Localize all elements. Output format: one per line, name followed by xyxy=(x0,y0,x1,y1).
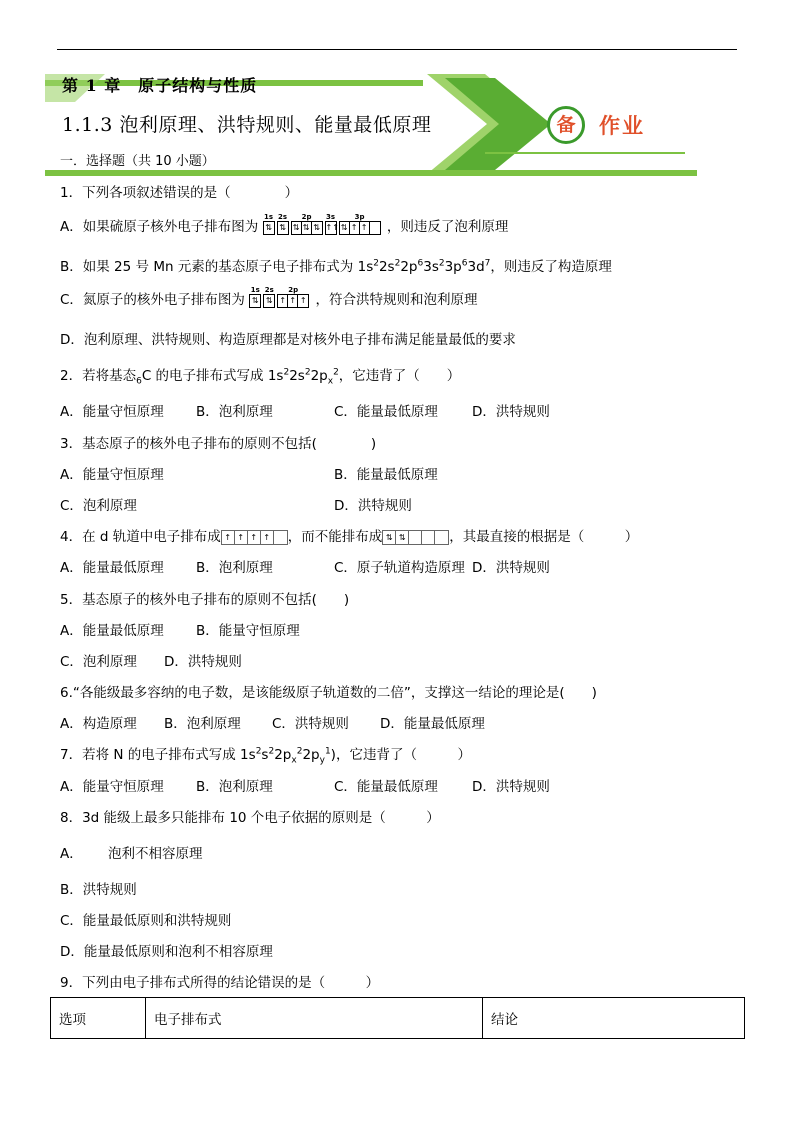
q7-stem-post: ，它违背了（ ） xyxy=(335,747,471,763)
q6-option-a: A．构造原理 xyxy=(60,716,137,732)
q6-stem: 6.“各能级最多容纳的电子数，是该能级原子轨道数的二倍”，支撑这一结论的理论是( ) xyxy=(60,685,597,701)
orbital-label: 3p xyxy=(354,213,365,221)
top-rule xyxy=(57,49,737,50)
orbital-label: 2s xyxy=(264,286,274,294)
orbital-label: 1s xyxy=(264,213,274,221)
orbital-label: 1s xyxy=(250,286,260,294)
table-header-row xyxy=(51,998,745,1039)
nitrogen-orbital-diagram xyxy=(249,286,311,308)
q2-option-a: A．能量守恒原理 xyxy=(60,404,164,420)
orbital-group xyxy=(291,213,323,235)
q8-option-c: C．能量最低原则和洪特规则 xyxy=(60,913,232,929)
q1-option-c xyxy=(60,286,478,308)
orbital-boxes xyxy=(277,221,289,235)
q1-a-pre: A．如果硫原子核外电子排布图为 xyxy=(60,219,259,235)
q3-option-b: B．能量最低原理 xyxy=(334,467,438,483)
banner-under-line xyxy=(485,152,685,154)
d-orbital-incorrect xyxy=(382,530,449,545)
orbital-cell: ⇅ xyxy=(313,223,320,232)
q2-option-d: D．洪特规则 xyxy=(472,404,550,420)
orbital-cell: ⇅ xyxy=(265,296,273,305)
q5-stem: 5．基态原子的核外电子排布的原则不包括( ) xyxy=(60,592,350,608)
badge-icon: 备 xyxy=(547,106,585,144)
d-orbital-cell: ↑ xyxy=(261,531,274,544)
d-orbital-cell: ↑ xyxy=(248,531,261,544)
orbital-cell: ⇅ xyxy=(265,223,272,232)
d-orbital-cell: ⇅ xyxy=(383,531,396,544)
q7-option-c: C．能量最低原理 xyxy=(334,779,438,795)
q5-option-b: B．能量守恒原理 xyxy=(196,623,300,639)
q4-stem-post: ，其最直接的根据是（ ） xyxy=(449,529,639,545)
q1-c-pre: C．氮原子的核外电子排布图为 xyxy=(60,292,245,308)
orbital-boxes xyxy=(339,221,381,235)
q7-option-b: B．泡利原理 xyxy=(196,779,273,795)
q8-option-d: D．能量最低原则和泡利不相容原理 xyxy=(60,944,273,960)
orbital-group xyxy=(277,213,289,235)
d-orbital-cell: ⇅ xyxy=(396,531,409,544)
q8-option-a-letter: A． xyxy=(60,846,83,862)
q4-option-d: D．洪特规则 xyxy=(472,560,550,576)
sulfur-orbital-diagram xyxy=(263,213,383,235)
q8-stem: 8．3d 能级上最多只能排布 10 个电子依据的原则是（ ） xyxy=(60,810,440,826)
q4-option-b: B．泡利原理 xyxy=(196,560,273,576)
orbital-cell: ⇅ xyxy=(279,223,286,232)
orbital-label: 3s xyxy=(326,213,336,221)
orbital-cell: ↑ xyxy=(288,295,298,307)
orbital-label: 2p xyxy=(288,286,299,294)
q2-stem: 2．若将基态$_6$C 的电子排布式写成 $1s^22s^22p_x^2$，它违背了（ ） xyxy=(60,367,461,387)
lesson-title: 1.1.3 泡利原理、洪特规则、能量最低原理 xyxy=(62,114,432,136)
orbital-group xyxy=(249,286,261,308)
chapter-title: 第 1 章 原子结构与性质 xyxy=(62,76,258,95)
q4-option-c: C．原子轨道构造原理 xyxy=(334,560,465,576)
q1-c-post: ，符合洪特规则和泡利原理 xyxy=(315,292,478,308)
orbital-cell: ↑↑ xyxy=(325,223,339,232)
q3-stem: 3．基态原子的核外电子排布的原则不包括( ) xyxy=(60,436,377,452)
d-orbital-cell: ↑ xyxy=(222,531,235,544)
q1-option-b: B．如果 25 号 Mn 元素的基态原子电子排布式为 $1s^22s^22p^63s^23p^63d^7$，则违反了构造原理 xyxy=(60,258,612,275)
table-header-conclusion: 结论 xyxy=(483,998,745,1039)
d-orbital-cell xyxy=(274,531,287,544)
q6-option-b: B．泡利原理 xyxy=(164,716,241,732)
q1-b-post: ，则违反了构造原理 xyxy=(490,259,612,275)
q9-stem: 9．下列由电子排布式所得的结论错误的是（ ） xyxy=(60,975,380,991)
orbital-boxes xyxy=(277,294,309,308)
section-heading: 一．选择题（共 10 小题） xyxy=(60,154,215,169)
d-orbital-cell xyxy=(435,531,448,544)
q1-a-post: ，则违反了泡利原理 xyxy=(386,219,509,235)
d-orbital-cell xyxy=(409,531,422,544)
orbital-cell: ⇅ xyxy=(340,222,350,234)
q3-option-a: A．能量守恒原理 xyxy=(60,467,164,483)
orbital-cell: ↑ xyxy=(360,222,370,234)
q2-stem-pre: 2．若将基态 xyxy=(60,368,137,384)
table-header-config: 电子排布式 xyxy=(146,998,483,1039)
orbital-boxes xyxy=(263,221,275,235)
table-header-option: 选项 xyxy=(51,998,146,1039)
orbital-boxes xyxy=(291,221,323,235)
d-orbital-cell xyxy=(422,531,435,544)
orbital-cell: ↑ xyxy=(278,295,288,307)
q8-option-a: 泡利不相容原理 xyxy=(108,846,203,862)
q7-option-d: D．洪特规则 xyxy=(472,779,550,795)
orbital-cell: ⇅ xyxy=(251,296,259,305)
q4-stem xyxy=(60,525,638,545)
orbital-boxes xyxy=(249,294,261,308)
q2-option-b: B．泡利原理 xyxy=(196,404,273,420)
q3-option-c: C．泡利原理 xyxy=(60,498,137,514)
q1-option-d: D．泡利原理、洪特规则、构造原理都是对核外电子排布满足能量最低的要求 xyxy=(60,332,516,348)
q4-stem-pre: 4．在 d 轨道中电子排布成 xyxy=(60,529,221,545)
q1-option-a xyxy=(60,213,508,235)
q7-option-a: A．能量守恒原理 xyxy=(60,779,164,795)
q8-option-b: B．洪特规则 xyxy=(60,882,137,898)
homework-label: 作业 xyxy=(599,114,645,138)
q4-stem-mid: ，而不能排布成 xyxy=(287,529,383,545)
orbital-cell: ↑ xyxy=(350,222,360,234)
q1-b-pre: B．如果 25 号 Mn 元素的基态原子电子排布式为 1s xyxy=(60,259,374,275)
orbital-group xyxy=(263,286,275,308)
d-orbital-correct xyxy=(221,530,288,545)
q3-option-d: D．洪特规则 xyxy=(334,498,412,514)
orbital-cell: ↑ xyxy=(299,296,307,305)
orbital-cell: ⇅ xyxy=(292,222,302,234)
q6-option-c: C．洪特规则 xyxy=(272,716,349,732)
orbital-label: 2p xyxy=(301,213,312,221)
q9-table xyxy=(50,997,745,1039)
q5-option-c: C．泡利原理 xyxy=(60,654,137,670)
q2-stem-post: ，它违背了（ ） xyxy=(338,368,461,384)
orbital-cell: ⇅ xyxy=(302,222,312,234)
q6-option-d: D．能量最低原理 xyxy=(380,716,485,732)
q4-option-a: A．能量最低原理 xyxy=(60,560,164,576)
orbital-boxes xyxy=(263,294,275,308)
orbital-label: 2s xyxy=(278,213,288,221)
q5-option-d: D．洪特规则 xyxy=(164,654,242,670)
q7-stem-pre: 7．若将 N 的电子排布式写成 1s xyxy=(60,747,256,763)
orbital-boxes xyxy=(325,221,337,235)
orbital-group xyxy=(263,213,275,235)
orbital-group xyxy=(277,286,309,308)
q1-stem: 1．下列各项叙述错误的是（ ） xyxy=(60,185,299,201)
q7-stem: 7．若将 N 的电子排布式写成 $1s^2s^22p_x^22p_y^1$)，它违背了（ ） xyxy=(60,746,471,766)
orbital-group xyxy=(339,213,381,235)
q5-option-a: A．能量最低原理 xyxy=(60,623,164,639)
orbital-cell xyxy=(370,222,380,234)
q2-option-c: C．能量最低原理 xyxy=(334,404,438,420)
d-orbital-cell: ↑ xyxy=(235,531,248,544)
orbital-group xyxy=(325,213,337,235)
banner-bottom-bar xyxy=(45,170,697,176)
